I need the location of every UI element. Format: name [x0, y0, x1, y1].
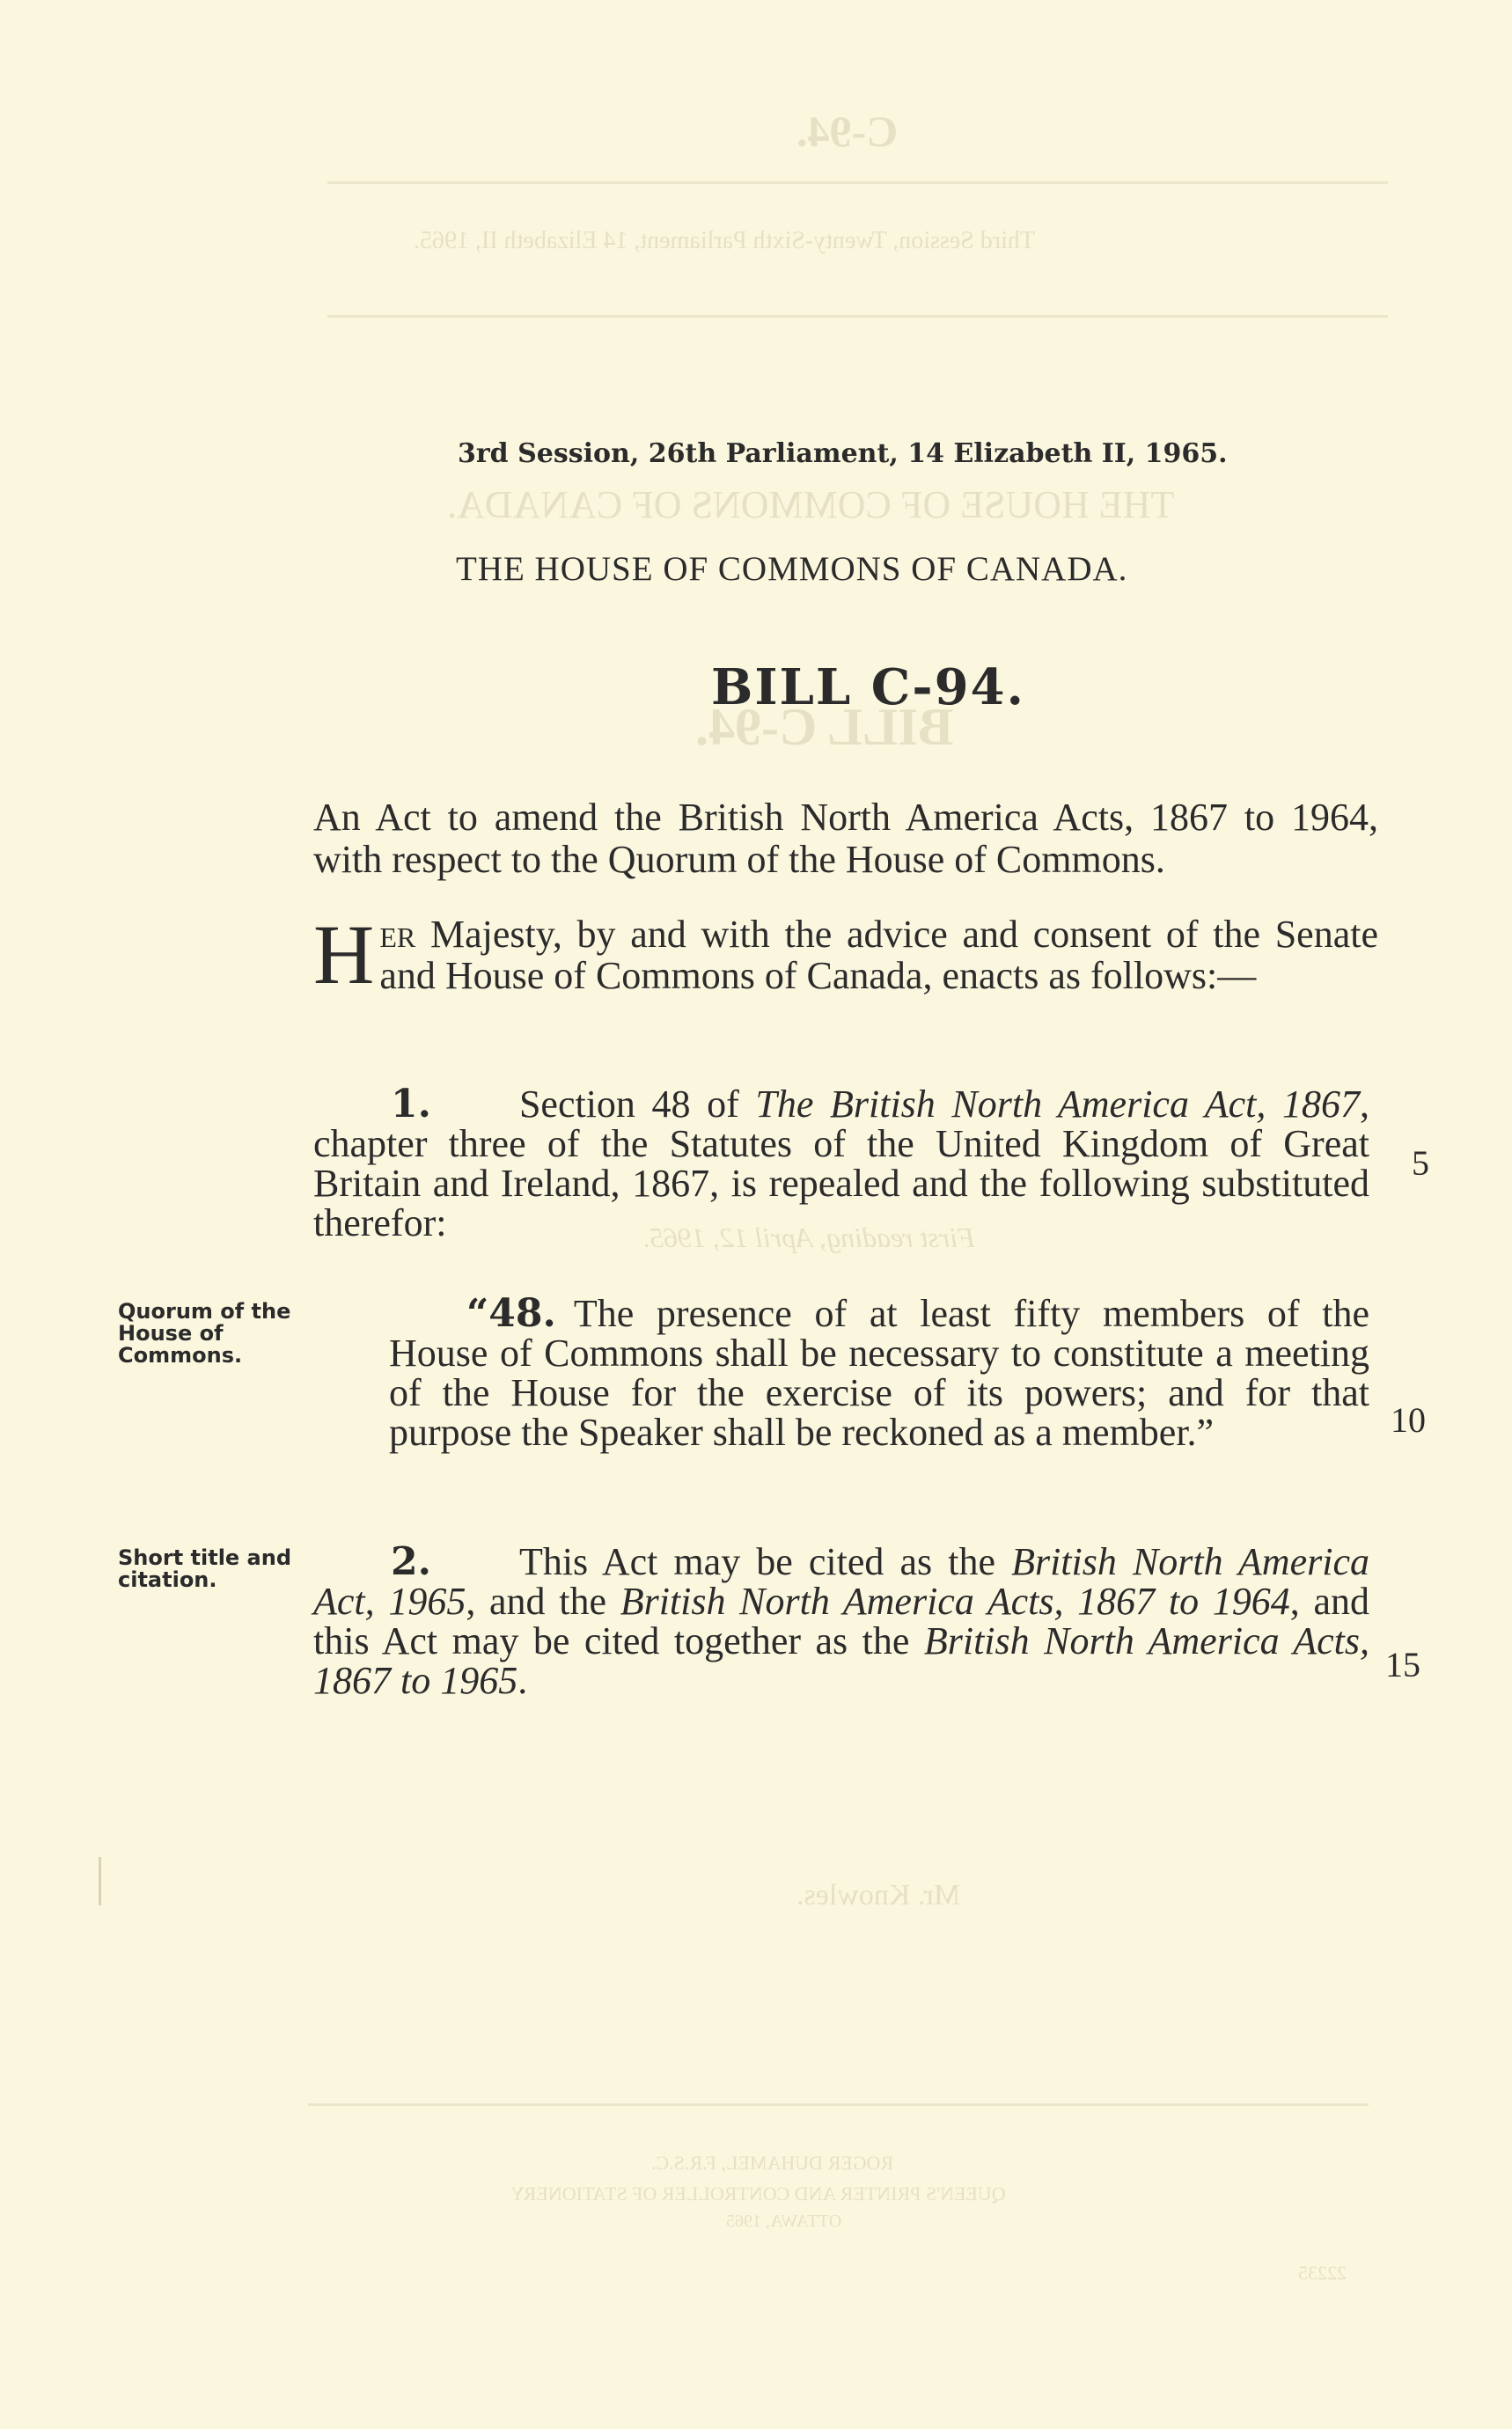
section-2-text-b: , and the [466, 1580, 620, 1623]
show-through-printer-1: ROGER DUHAMEL, F.R.S.C. [651, 2152, 894, 2174]
section-1-text-b: , chapter three of the Statutes of the United Kingdom of Great Britain and Ireland, 1867, is repealed and the following substituted therefor: [313, 1082, 1369, 1244]
line-number-10: 10 [1391, 1400, 1426, 1440]
show-through-code: C-94. [796, 106, 899, 156]
line-number-15: 15 [1385, 1645, 1420, 1684]
line-number-5: 5 [1412, 1143, 1429, 1183]
section-2-italic-b: British North America Acts, 1867 to 1964 [620, 1580, 1290, 1623]
section-2-italic-a: British North America Act, 1965 [313, 1540, 1369, 1623]
paper-edge-mark [99, 1857, 101, 1905]
section-2-text-d: . [517, 1659, 528, 1702]
show-through-print-code: 22235 [1298, 2262, 1347, 2284]
margin-note-quorum: Quorum of the House of Commons. [118, 1299, 291, 1368]
section-48-text: The presence of at least fifty members of the House of Commons shall be necessary to constitute a meeting of the House for the exercise of its powers; and for that purpose the Speaker shall be reckoned as a member.” [389, 1292, 1369, 1454]
show-through-reading: First reading, April 12, 1965. [642, 1222, 975, 1253]
show-through-printer-2: QUEEN'S PRINTER AND CONTROLLER OF STATIONERY [510, 2183, 1006, 2205]
section-1 [313, 1084, 1369, 1243]
drop-cap: H [313, 907, 375, 1002]
enacting-smallcaps: ER [379, 921, 416, 953]
bill-title: BILL C-94. [711, 658, 1026, 716]
section-1-text-a: Section 48 of [518, 1082, 756, 1126]
show-through-bill: BILL C-94. [695, 698, 954, 756]
show-through-rule-3 [308, 2103, 1369, 2106]
section-2-number: 2. [391, 1539, 431, 1584]
show-through-rule-2 [327, 315, 1388, 318]
house-title: THE HOUSE OF COMMONS OF CANADA. [456, 550, 1128, 588]
enacting-clause [313, 907, 1378, 1002]
enacting-text: Majesty, by and with the advice and consent of the Senate and House of Commons of Canada, enacts as follows:— [379, 913, 1378, 997]
section-1-act-title: The British North America Act, 1867 [755, 1082, 1360, 1126]
section-48 [389, 1291, 1369, 1454]
show-through-rule-top [327, 181, 1388, 184]
session-line: 3rd Session, 26th Parliament, 14 Elizabeth II, 1965. [458, 438, 1228, 469]
show-through-member: Mr. Knowles. [796, 1879, 961, 1912]
section-48-number: “48. [466, 1291, 556, 1336]
section-1-number: 1. [391, 1082, 431, 1126]
show-through-printer-3: OTTAWA, 1965 [726, 2212, 842, 2231]
section-2 [313, 1539, 1370, 1702]
show-through-house: THE HOUSE OF COMMONS OF CANADA. [447, 483, 1175, 526]
long-title: An Act to amend the British North America Acts, 1867 to 1964, with respect to the Quorum of the House of Commons. [313, 796, 1378, 881]
show-through-session: Third Session, Twenty-Sixth Parliament, 14 Elizabeth II, 1965. [414, 227, 1035, 254]
section-2-text-a: This Act may be cited as the [518, 1540, 1012, 1583]
margin-note-short-title: Short title and citation. [118, 1545, 292, 1592]
section-2-italic-c: British North America Acts, 1867 to 1965 [313, 1619, 1370, 1702]
section-2-text-c: , and this Act may be cited together as the [313, 1580, 1369, 1662]
